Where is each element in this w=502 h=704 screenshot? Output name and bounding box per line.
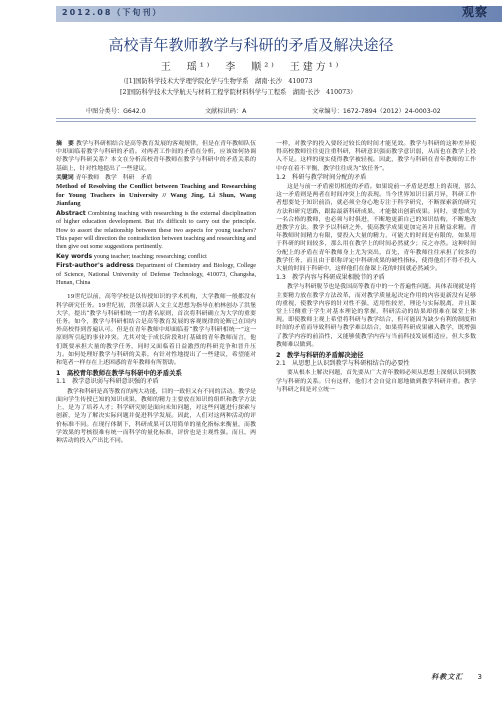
heading-2-1: 2.1 从思想上认识到教学与科研相结合的必要性 (276, 360, 410, 368)
article-title: 高校青年教师教学与科研的矛盾及解决途径 (108, 36, 394, 54)
paragraph-continued: 一样，对教学的投入要经过较长的时间才能见效。教学与科研的这种差异使得高校教师往往更注重科研，科研意识强而教学意识弱，从而也在教学上投入不足。这样的现实使得教学被轻视。因此，教学与科研在青年教师的工作中存在着不平衡，教学往往成为“软任务”。 (276, 141, 476, 172)
abstract-cn-text: 教学与科研相结合是高等教育发展的客观规律，但是在青年教师队伍中却面临着教学与科研的矛盾。对两者工作间的矛盾在分析，应该如何协调好教学与科研关系？本文在分析高校青年教师在教学与科研中的矛盾关系的基础上，针对性地提出了一些建议。 (56, 141, 257, 172)
left-column (56, 140, 256, 446)
affiliation-1: （[1]国防科学技术大学理学院化学与生物学系 湖南·长沙 410073 (120, 78, 313, 85)
clc-number: 中图分类号：G642.0 (86, 108, 146, 115)
abstract-en (56, 210, 256, 252)
article-number: 文章编号：1672-7894（2012）24-0003-02 (312, 108, 441, 115)
page-number: 3 (477, 673, 482, 681)
keywords-cn (56, 174, 256, 182)
keywords-en-label: Key words (56, 252, 93, 260)
paragraph-1-1: 教学和科研是高等教育的两大功能，目的一致但又有不同的活动。教学是面向学生传授已知的知识成果，教师的精力主要放在知识的组织和教学方法上，是为了培养人才；科学研究则是面向未知问题，对这些问题进行探索与创新，是为了解决实际问题并促进科学发展。因此，人们对这两种活动的评价标准不同。在现行体制下，科研成果可以用简单的量化指标来衡量，而教学效果的考核很难有统一而科学的量化标准，评价也是主观性强。而且，两种活动的投入产出比不同。 (56, 388, 256, 444)
heading-section-2: 2 教学与科研的矛盾解决途径 (276, 351, 364, 360)
abstract-cn-label: 摘 要 (56, 141, 75, 147)
abstract-en-text: Combining teaching with researching is the external disciplination of higher education development. But it's difficult to carry out the principle. How to assort the relationship between these two aspects for young teachers? This paper will direction the contradiction between teaching and researching and then give out some suggestions pertinently. (56, 209, 257, 251)
divider-rule (56, 118, 476, 119)
abstract-cn (56, 140, 256, 173)
heading-1-3: 1.3 教学内容与科研成果相脱节的矛盾 (276, 274, 385, 282)
journal-brand: 科教文汇 (431, 673, 464, 681)
paragraph-1-2: 这是与前一矛盾密切相连的矛盾。如果说前一矛盾是思想上的表现，那么这一矛盾则是两者在时间冲突上的表现。当今世界知识日新月异，科研工作者想要处于知识前沿，就必须全身心地专注于科学研究，不断探索新的研究方法和研究思路，跟踪最新科研成果，才能做出创新成果。同时，要想成为一名合格的教师，也必须与时俱进，不断地更新自己的知识结构，不断地改进教学方法。教学予以科研之外，使高教学成果更加完善并且精益求精。青年教师时间精力有限，要投入大量的精力，可能大的时间是有限的，如果用于科研的时间较多，那么用在教学上的时间必然就少；反之亦然。这种时间分配上的矛盾在青年教师身上尤为突出，首先，青年教师往往承担了较多的教学任务，而且由于职称评定中科研成果的硬性指标，使得他们不得不投入大量的时间于科研中，这样他们在备课上花的时间就必然减少。 (276, 184, 476, 273)
keywords-en (56, 253, 256, 261)
affiliation-2: [2]国防科学技术大学航天与材料工程学院材料科学与工程系 湖南·长沙 410073） (120, 89, 357, 96)
page-footer (431, 672, 482, 682)
intro-paragraph: 19世纪以前，高等学校是以传授知识的学术机构，大学教师一般都没有科学研究任务。19世纪初，洪堡以新人文主义思想为指导在柏林创办了洪堡大学，提出“教学与科研相统一”的著名原则，首次将科研确立为大学的重要任务。如今，教学与科研相结合是高等教育发展的客观规律的论断已在国内外高校得到普遍认可。但是在青年教师中却面临着“教学与科研相统一”这一原则所引起的事业冲突。尤其对处于成长阶段和打基础的青年教师而言，他们既要承担大量的教学任务，同时又面临着日益激烈的科研竞争和晋升压力。如何处理好教学与科研的关系，有针对性地提出了一些建议，希望能对和笔者一样存在上述困惑的青年教师有所帮助。 (56, 294, 256, 367)
issue-label: 2012.08（下旬刊） (62, 8, 163, 17)
heading-1-2: 1.2 科研与教学时间分配的矛盾 (276, 173, 367, 181)
heading-1-1: 1.1 教学意识弱与科研意识强的矛盾 (56, 378, 159, 386)
keywords-cn-text: 青年教师 教学 科研 矛盾 (75, 174, 153, 181)
english-title: Method of Resolving the Conflict between Teaching and Researching for Young Teachers in University // Wang Jing, Li Shun, Wang Jianfang (56, 183, 256, 208)
running-header (0, 0, 502, 26)
author-list: 王 瑶¹⁾ 李 顺²⁾ 王建方¹⁾ (160, 62, 342, 73)
abstract-en-label: Abstract (56, 209, 86, 217)
keywords-en-text: young teacher; teaching; researching; conflict (93, 252, 207, 260)
author-address-label: First-author's address (56, 262, 134, 270)
section-label: 观察 (461, 5, 488, 19)
paragraph-2-1: 要从根本上解决问题，首先要从广大青年教师必须从思想上深刻认识到教学与科研的关系。只有这样，他们才会自觉自愿地做到教学科研并重。教学与科研之间是对立统一 (276, 370, 476, 393)
heading-section-1: 1 高校青年教师在教学与科研中的矛盾关系 (56, 369, 182, 378)
paragraph-1-3: 教学与科研脱节也是我国高等教育中的一个普遍性问题。具体表现就是将主要精力放在教学方法改革，而对教学质量起决定作用的内容更新没有足够的重视，使教学内容的针对性不强，适用性较差，理论与实际脱离，并且课堂上只侧重于学生对基本理论的掌握，科研活动的结果却很难在课堂上体现。即使教师主观上希望将科研与教学结合，但可能因为缺少有利的制度和时间的矛盾而导致科研与教学难以结合，如果将科研成果融入教学，既增强了教学内容的前沿性，又能够使教学内容与当前科技发展相适应，但大多数教师难以做到。 (276, 284, 476, 348)
right-column (276, 140, 476, 395)
document-code: 文献标识码：A (205, 108, 247, 115)
divider-rule-thin (56, 121, 476, 122)
keywords-cn-label: 关键词 (56, 174, 74, 181)
author-address-text: Department of Chemistry and Biology, College of Science, National University of Defense Technology, 410073, Changsha, Hunan, China (56, 262, 257, 287)
author-address-en (56, 262, 256, 287)
